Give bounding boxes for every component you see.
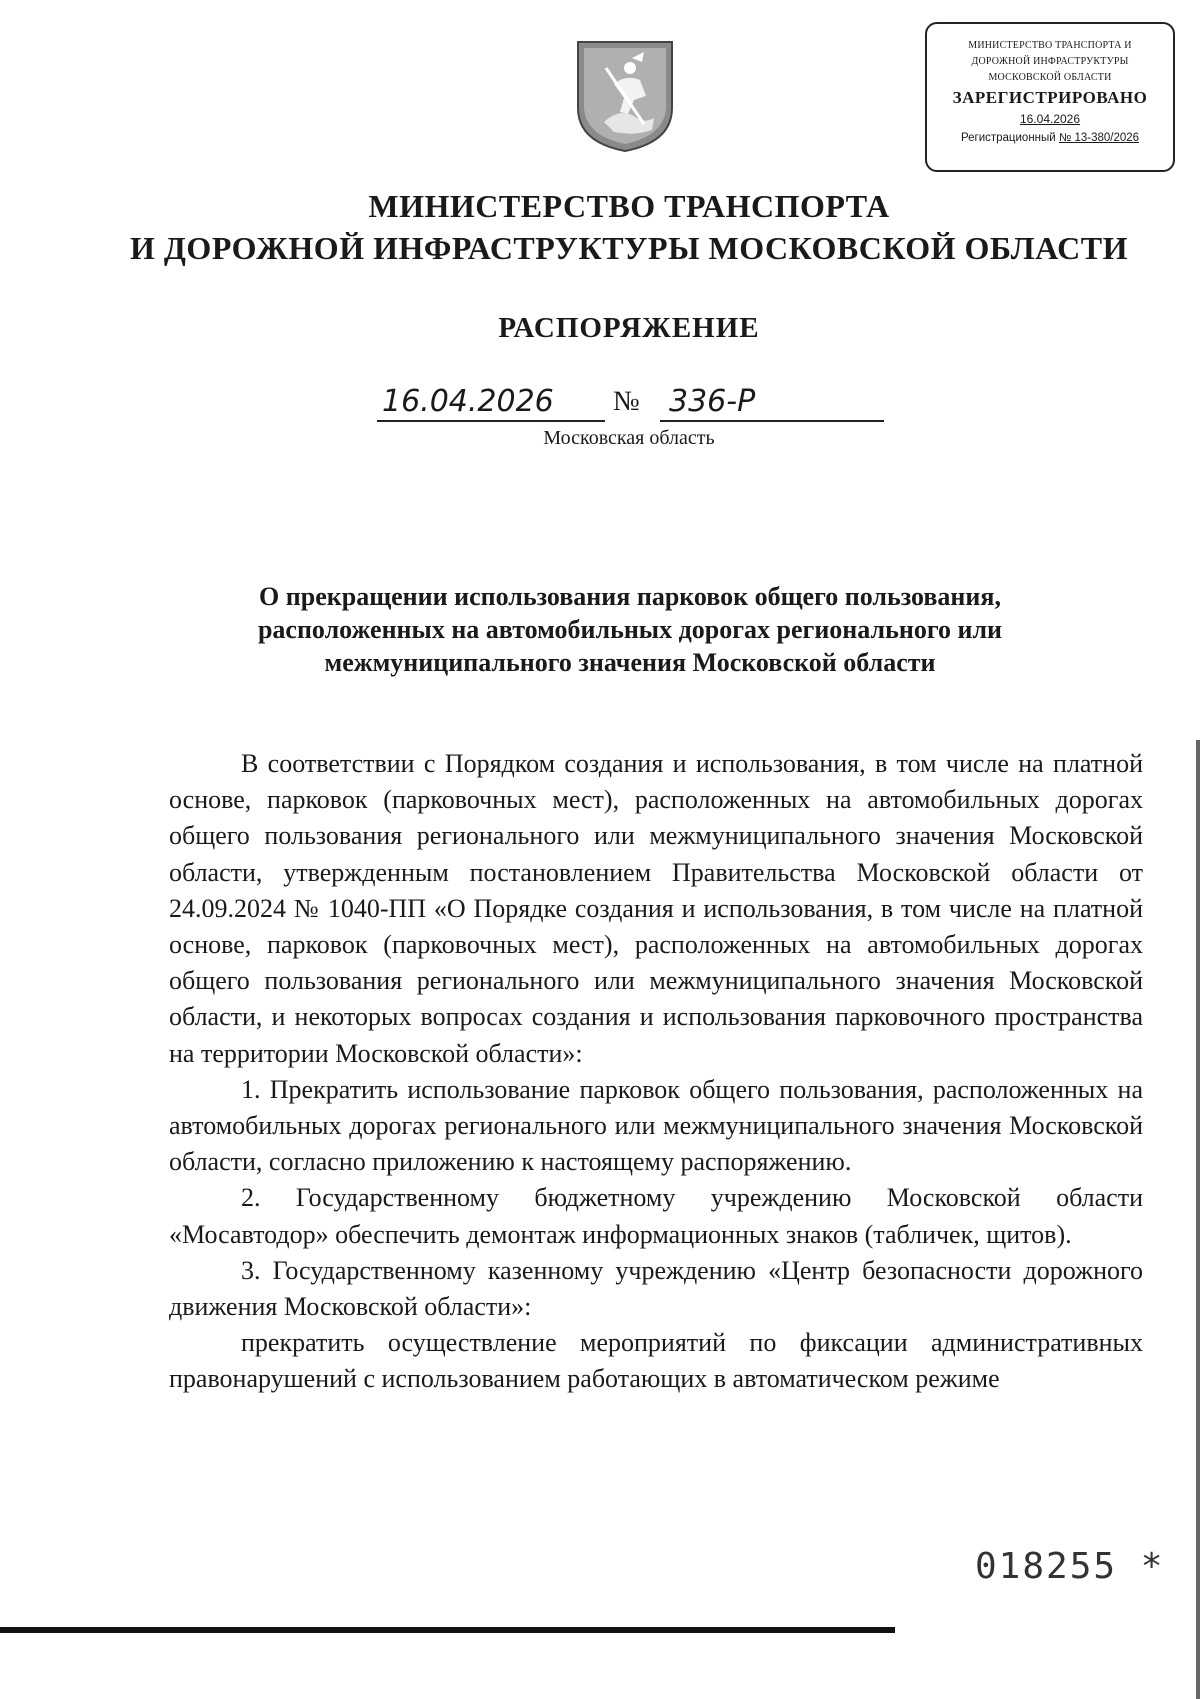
document-type-title: РАСПОРЯЖЕНИЕ — [498, 312, 760, 344]
handwritten-number: 336-Р — [669, 384, 756, 419]
stamp-reg-value: № 13-380/2026 — [1058, 132, 1140, 144]
subject-line: О прекращении использования парковок общего пользования, — [259, 582, 1001, 611]
body-paragraph-item-3: 3. Государственному казенному учреждению «Центр безопасности дорожного движения Московской области»: — [169, 1255, 1143, 1322]
date-underline — [377, 420, 605, 422]
number-underline — [660, 420, 884, 422]
ministry-name-line2: И ДОРОЖНОЙ ИНФРАСТРУКТУРЫ МОСКОВСКОЙ ОБЛАСТИ — [130, 230, 1128, 266]
coat-of-arms-emblem — [574, 38, 676, 154]
stamp-date: 16.04.2026 — [1019, 112, 1081, 126]
document-body — [169, 746, 1143, 1398]
stamp-org-line: МИНИСТЕРСТВО ТРАНСПОРТА И — [968, 40, 1132, 51]
stamp-org-line: МОСКОВСКОЙ ОБЛАСТИ — [988, 72, 1112, 83]
ministry-name-line1: МИНИСТЕРСТВО ТРАНСПОРТА — [368, 188, 890, 224]
date-number-line — [377, 384, 887, 424]
number-sign: № — [613, 386, 640, 417]
stamp-org-line: ДОРОЖНОЙ ИНФРАСТРУКТУРЫ — [971, 56, 1129, 67]
subject-line: межмуниципального значения Московской области — [324, 648, 936, 677]
subject-line: расположенных на автомобильных дорогах регионального или — [257, 615, 1003, 644]
form-serial-number: 018255 * — [975, 1546, 1165, 1587]
document-subject — [200, 580, 1060, 679]
stamp-reg-number — [927, 132, 1173, 144]
handwritten-date: 16.04.2026 — [382, 384, 554, 419]
stamp-reg-label: Регистрационный — [960, 132, 1056, 144]
place-of-issue: Московская область — [543, 427, 715, 449]
body-paragraph-item-1: 1. Прекратить использование парковок общего пользования, расположенных на автомобильных дорогах регионального или межмуниципального значения Московской области, согласно приложению к настоящему распоряжению. — [169, 1074, 1143, 1177]
body-paragraph-item-2: 2. Государственному бюджетному учреждению Московской области «Мосавтодор» обеспечить демонтаж информационных знаков (табличек, щитов). — [169, 1183, 1143, 1249]
scan-bottom-edge-line — [0, 1627, 895, 1633]
scan-right-edge-line — [1196, 740, 1200, 1699]
body-paragraph-item-3-sub: прекратить осуществление мероприятий по фиксации административных правонарушений с использованием работающих в автоматическом режиме — [169, 1328, 1143, 1394]
registration-stamp — [925, 22, 1175, 172]
body-paragraph-preamble: В соответствии с Порядком создания и использования, в том числе на платной основе, парковок (парковочных мест), расположенных на автомобильных дорогах общего пользования регионального или межмуниципального значения Московской области, утвержденным постановлением Правительства Московской области от 24.09.2024 № 1040-ПП «О Порядке создания и использования, в том числе на платной основе, парковок (парковочных мест), расположенных на автомобильных дорогах общего пользования регионального или межмуниципального значения Московской области, и некоторых вопросах создания и использования парковочного пространства на территории Московской области»: — [169, 749, 1143, 1068]
stamp-status: ЗАРЕГИСТРИРОВАНО — [952, 88, 1148, 107]
